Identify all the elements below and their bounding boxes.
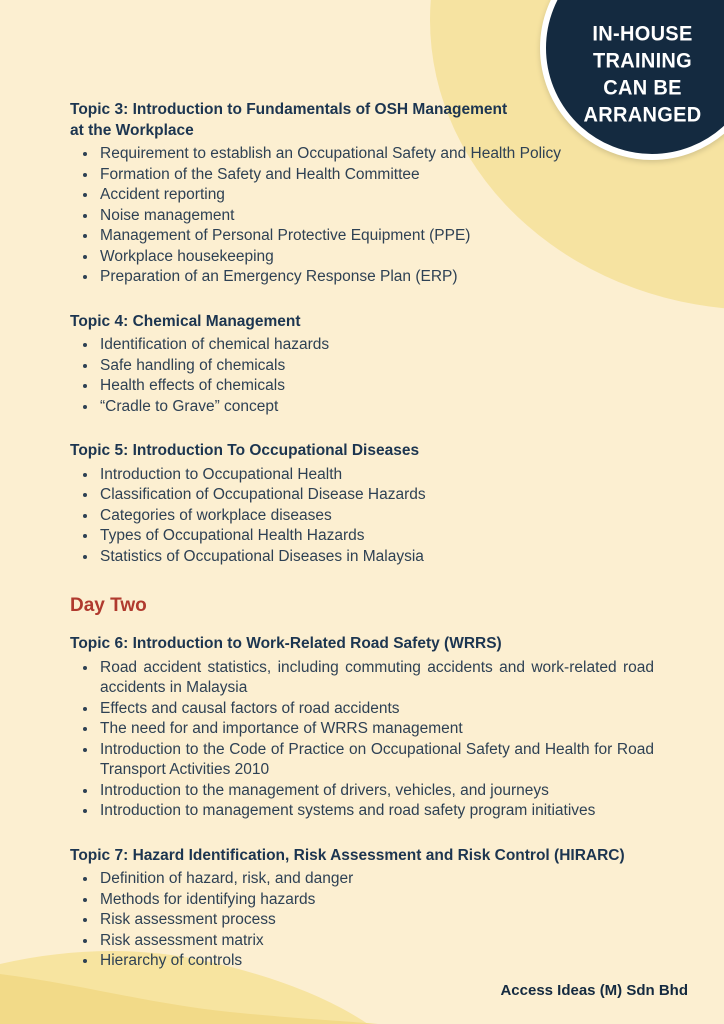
topic-bullet-item: • Methods for identifying hazards	[98, 890, 654, 911]
topic-bullet-list	[70, 335, 654, 417]
topic-section	[70, 312, 654, 418]
badge-line: CAN BE	[603, 76, 682, 100]
topic-bullet-item: • Workplace housekeeping	[98, 247, 654, 268]
topic-bullet-item: • Safe handling of chemicals	[98, 356, 654, 377]
topic-heading: Topic 4: Chemical Management	[70, 312, 301, 330]
topic-bullet-list	[70, 465, 654, 568]
topic-bullet-item: • Identification of chemical hazards	[98, 335, 654, 356]
topic-bullet-item: • Risk assessment matrix	[98, 931, 654, 952]
topic-bullet-list	[70, 869, 654, 972]
topic-bullet-item: • Road accident statistics, including commuting accidents and work-related road accidents in Malaysia	[98, 658, 654, 699]
topic-bullet-item: • Types of Occupational Health Hazards	[98, 526, 654, 547]
topic-heading: Topic 7: Hazard Identification, Risk Assessment and Risk Control (HIRARC)	[70, 846, 625, 864]
topic-bullet-item: • Accident reporting	[98, 185, 654, 206]
topic-bullet-item: • Risk assessment process	[98, 910, 654, 931]
day-one-sections	[70, 100, 654, 567]
topic-section	[70, 100, 654, 288]
day-two-sections	[70, 634, 654, 972]
topic-bullet-item: • Hierarchy of controls	[98, 951, 654, 972]
topic-heading: Topic 6: Introduction to Work-Related Road Safety (WRRS)	[70, 635, 502, 652]
topic-bullet-item: • Definition of hazard, risk, and danger	[98, 869, 654, 890]
topic-bullet-item: • “Cradle to Grave” concept	[98, 397, 654, 418]
company-name: Access Ideas (M) Sdn Bhd	[500, 982, 688, 999]
content	[70, 100, 654, 996]
topic-bullet-item: • Introduction to the management of drivers, vehicles, and journeys	[98, 781, 654, 802]
topic-section	[70, 441, 654, 567]
topic-bullet-item: • Introduction to Occupational Health	[98, 465, 654, 486]
topic-bullet-item: • Classification of Occupational Disease Hazards	[98, 485, 654, 506]
topic-bullet-item: • Health effects of chemicals	[98, 376, 654, 397]
topic-bullet-list	[70, 144, 654, 288]
badge-line: TRAINING	[592, 49, 693, 73]
topic-bullet-item: • Management of Personal Protective Equipment (PPE)	[98, 226, 654, 247]
topic-bullet-item: • Effects and causal factors of road accidents	[98, 699, 654, 720]
topic-bullet-item: • Requirement to establish an Occupational Safety and Health Policy	[98, 144, 654, 165]
topic-section	[70, 634, 654, 822]
topic-bullet-item: • Categories of workplace diseases	[98, 506, 654, 527]
topic-bullet-item: • Preparation of an Emergency Response Plan (ERP)	[98, 267, 654, 288]
badge-line: IN-HOUSE	[592, 22, 693, 46]
footer	[500, 982, 688, 999]
topic-bullet-item: • Introduction to the Code of Practice on Occupational Safety and Health for Road Transport Activities 2010	[98, 740, 654, 781]
topic-bullet-item: • Introduction to management systems and road safety program initiatives	[98, 801, 654, 822]
topic-bullet-item: • Noise management	[98, 206, 654, 227]
topic-section	[70, 846, 654, 972]
topic-heading: Topic 5: Introduction To Occupational Diseases	[70, 442, 420, 459]
day-two-heading: Day Two	[70, 595, 147, 616]
topic-bullet-list	[70, 658, 654, 822]
topic-bullet-item: • Statistics of Occupational Diseases in Malaysia	[98, 547, 654, 568]
topic-bullet-item: • The need for and importance of WRRS management	[98, 719, 654, 740]
topic-heading: Topic 3: Introduction to Fundamentals of OSH Management at the Workplace	[70, 101, 508, 139]
topic-bullet-item: • Formation of the Safety and Health Committee	[98, 165, 654, 186]
badge-line: ARRANGED	[583, 103, 702, 127]
